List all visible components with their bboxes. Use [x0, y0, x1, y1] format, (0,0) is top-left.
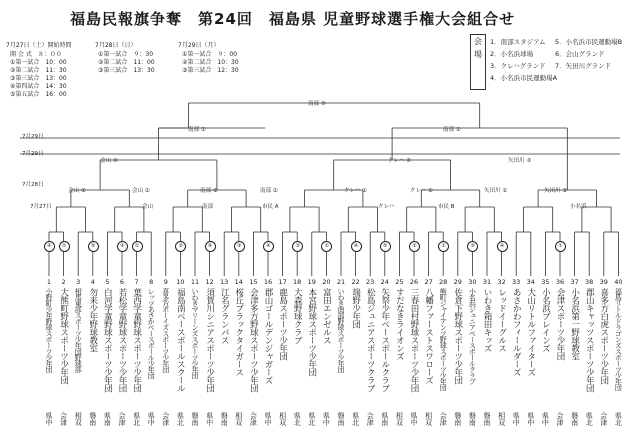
quarterfinal-node: 会山 ③	[100, 158, 118, 164]
team-number: 16	[263, 278, 273, 286]
team-number: 6	[119, 278, 125, 286]
team-number: 30	[468, 278, 477, 286]
team-name: 福島南ベースボールスクール	[175, 288, 186, 392]
match-number-circle: ④	[351, 241, 362, 252]
team-name: あさかわフィールダーズ	[511, 288, 522, 376]
team-number: 34	[526, 278, 535, 286]
team-number: 4	[90, 278, 95, 286]
venue-tag: 小名浜	[570, 204, 587, 210]
team-name: 大森野球クラブ	[292, 288, 303, 344]
team-region: 県北	[614, 412, 623, 426]
schedule-item: 開 会 式 ８：００	[10, 51, 62, 58]
team-region: 磐南	[570, 412, 579, 426]
team-region: 磐南	[337, 412, 345, 426]
venue-item: 3．クレハグランド	[490, 62, 546, 70]
team-region: 県北	[585, 412, 594, 426]
schedule-item: ②第二試合 11：00	[98, 59, 155, 66]
team-name: 佐倉下野球スポーツ少年団	[452, 288, 463, 384]
team-name: 小野町少年野球スポーツ少年団	[45, 288, 53, 372]
team-number: 39	[599, 278, 608, 286]
team-region: 磐南	[468, 412, 477, 426]
venue-item: 6．会山グランド	[555, 50, 605, 58]
round3-node: クレハ ②	[410, 188, 433, 194]
final-node: 南部 ③	[308, 101, 326, 107]
venue-item: 1．南部スタジアム	[490, 38, 546, 46]
team-number: 27	[424, 278, 433, 286]
schedule-item: ⑤第五試合 16：00	[10, 91, 67, 98]
team-name: 郡山キャッツスポーツ少年団	[584, 288, 595, 392]
team-region: 相双	[278, 412, 287, 426]
team-region: 会津	[366, 412, 375, 426]
venue-tag: 南部	[202, 204, 214, 210]
team-number: 31	[482, 278, 492, 286]
team-region: 県中	[45, 412, 53, 426]
team-region: 会津	[599, 412, 608, 426]
team-name: 瑞野少年団	[350, 288, 361, 328]
team-number: 22	[351, 278, 360, 286]
team-name: 江名グランパス	[219, 288, 230, 344]
team-number: 35	[541, 278, 550, 286]
team-region: 磐南	[88, 412, 97, 426]
team-region: 県中	[322, 412, 331, 426]
match-number-circle: ④	[263, 241, 274, 252]
team-number: 36	[555, 278, 565, 286]
match-number-circle: ①	[438, 241, 449, 252]
schedule-date: 7月29日（月）	[178, 42, 220, 49]
semifinal-left-node: 南部 ①	[188, 127, 206, 133]
team-name: 桜丘ブラックタイガース	[233, 288, 244, 376]
match-number-circle: ①	[321, 241, 332, 252]
team-number: 26	[409, 278, 419, 286]
team-name: 小名浜ジュニアベースボールクラブ	[468, 288, 477, 384]
team-number: 1	[46, 278, 52, 286]
team-region: 相双	[74, 412, 83, 426]
team-region: 県中	[205, 412, 214, 426]
team-number: 23	[366, 278, 375, 286]
team-name: 大山リトルファイターズ	[525, 288, 536, 376]
round3-node: 矢田川 ①	[484, 188, 508, 194]
team-number: 12	[205, 278, 214, 286]
team-name: 須賀川シニアスポーツ少年団	[204, 288, 215, 392]
team-region: 会津	[161, 412, 170, 426]
schedule-item: ④第四試合 14：30	[10, 83, 67, 90]
match-number-circle: ①	[59, 241, 70, 252]
team-region: 相双	[395, 412, 404, 426]
team-name: 会津多方野球スポーツ少年団	[248, 288, 259, 392]
team-number: 19	[307, 278, 316, 286]
schedule-item: ①第一試合 10：00	[10, 59, 67, 66]
round3-node: クレハ ①	[344, 188, 367, 194]
team-number: 7	[134, 278, 139, 286]
team-number: 17	[278, 278, 287, 286]
match-number-circle: ①	[555, 241, 566, 252]
team-region: 磐南	[191, 412, 199, 426]
team-region: 磐南	[483, 412, 491, 426]
team-region: 相双	[497, 412, 506, 426]
team-region: 県中	[512, 412, 521, 426]
schedule-item: ③第三試合 13：00	[10, 75, 67, 82]
team-name: いわきマリーンズスポーツ少年団	[191, 288, 199, 378]
team-name: いわき南部野球スポーツ少年団	[337, 288, 345, 372]
team-region: 磐南	[453, 412, 462, 426]
team-name: 松島ジュニアスポーツクラブ	[365, 288, 376, 392]
team-region: 県北	[293, 412, 302, 426]
team-number: 10	[176, 278, 185, 286]
venue-item: 4．小名浜市民運動場A	[490, 74, 558, 82]
round3-node: 会山 ①	[68, 188, 86, 194]
team-region: 県中	[526, 412, 535, 426]
date-label: 7月29日	[22, 134, 44, 140]
team-name: 喜多方白虎スポーツ少年団	[598, 288, 609, 384]
schedule-item: ②第二試合 11：30	[10, 67, 67, 74]
page-title: 福島民報旗争奪 第24回 福島県 児童野球選手権大会組合せ	[70, 10, 516, 28]
round3-node: 南部 ①	[200, 188, 218, 194]
schedule-date: 7月27日（土）開始時間	[6, 42, 72, 49]
team-region: 相双	[234, 412, 243, 426]
team-number: 14	[234, 278, 243, 286]
team-name: 白河学童野球スポーツ少年団	[102, 288, 113, 392]
match-number-circle: ②	[409, 241, 420, 252]
date-label: 7月29日	[22, 151, 44, 157]
team-region: 県中	[541, 412, 550, 426]
schedule-item: ②第二試合 10：30	[182, 59, 239, 66]
venue-item: 7．矢田川グランド	[555, 62, 612, 70]
team-name: 熊町ジャイアンツ野球スポーツ少年団	[439, 288, 448, 390]
venue-tag: 会山	[142, 204, 154, 210]
team-name: レッツあさかベースボール少年団	[147, 288, 156, 378]
team-name: すだなきライオンズ	[394, 288, 405, 360]
team-number: 33	[512, 278, 521, 286]
team-name: 喜多方ボーイズスポーツ少年団	[161, 288, 170, 372]
quarterfinal-node: 矢田川 ③	[508, 158, 532, 164]
team-number: 9	[163, 278, 168, 286]
team-name: 鹿島スポーツ少年団	[277, 288, 288, 360]
team-region: 磐南	[220, 412, 229, 426]
venue-item: 2．小名浜球場	[490, 50, 534, 58]
team-region: 県中	[264, 412, 272, 426]
team-name: 富田エンゼルス	[321, 288, 332, 344]
schedule-item: ③第三試合 13：30	[98, 67, 155, 74]
team-number: 28	[439, 278, 448, 286]
team-region: 県中	[410, 412, 418, 426]
team-name: 郡山ゴールデンジャガーズ	[263, 288, 273, 384]
team-name: 三春田村野球スポーツ少年団	[409, 288, 419, 392]
team-region: 県北	[351, 412, 360, 426]
venue-tag: 市民 B	[438, 204, 455, 210]
bracket-lines	[20, 103, 620, 276]
team-name: 若松学童野球スポーツ少年団	[117, 288, 127, 392]
team-name: 大熊町野球スポーツ少年団	[58, 288, 69, 384]
team-region: 会津	[439, 412, 448, 426]
team-number: 13	[220, 278, 229, 286]
team-region: 相双	[424, 412, 433, 426]
team-name: 葉西学童野球スポーツ少年団	[131, 288, 142, 392]
team-region: 県北	[132, 412, 141, 426]
team-name: 福島リトルドラゴンズスポーツ少年団	[614, 288, 623, 390]
round3-node: 矢田川 ②	[544, 188, 568, 194]
team-number: 24	[380, 278, 389, 286]
team-name: いわき箱田キッズ	[482, 288, 492, 352]
venue-item: 5．小名浜市民運動場B	[555, 38, 623, 46]
match-number-circle: ④	[497, 241, 508, 252]
match-number-circle: ①	[132, 241, 143, 252]
team-name: レッドイーグルス	[496, 288, 507, 352]
match-number-circle: ④	[44, 241, 55, 252]
match-number-circle: ⑤	[88, 241, 99, 252]
team-number: 5	[105, 278, 110, 286]
match-number-circle: ③	[234, 241, 245, 252]
team-name: 相馬東部スポーツ少年団野球部	[74, 288, 83, 372]
team-region: 県南	[380, 412, 389, 426]
team-region: 会津	[59, 412, 68, 426]
team-region: 県北	[307, 412, 316, 426]
schedule-date: 7月28日（日）	[95, 42, 137, 49]
team-number: 2	[61, 278, 66, 286]
match-number-circle: ⑤	[380, 241, 391, 252]
venue-tag: クレハ	[378, 204, 395, 210]
team-region: 県南	[103, 412, 112, 426]
schedule-item: ③第三試合 12：30	[182, 67, 239, 74]
venue-tag: 市民 A	[262, 204, 279, 210]
team-name: 会津スポーツ少年団	[555, 288, 565, 360]
venue-box-label: 会場	[470, 34, 486, 90]
team-number: 11	[190, 278, 200, 286]
team-number: 15	[249, 278, 258, 286]
team-number: 25	[395, 278, 404, 286]
match-number-circle: ④	[205, 241, 216, 252]
match-number-circle: ②	[467, 241, 478, 252]
match-number-circle: ③	[292, 241, 303, 252]
team-name: 本宮野球スポーツ少年団	[306, 288, 317, 376]
team-number: 21	[336, 278, 346, 286]
schedule-item: ①第一試合 ９：00	[182, 51, 238, 58]
team-region: 会津	[556, 412, 564, 426]
team-name: 小名浜第一野球教室	[569, 288, 580, 360]
round3-node: 南部 ②	[260, 188, 278, 194]
team-region: 県北	[176, 412, 185, 426]
team-number: 18	[293, 278, 302, 286]
team-number: 3	[76, 278, 81, 286]
match-number-circle: ④	[117, 241, 128, 252]
team-name: 八幡ファーストスワローズ	[423, 288, 434, 384]
team-region: 県中	[147, 412, 156, 426]
match-number-circle: ②	[175, 241, 186, 252]
quarterfinal-node: クレハ ③	[388, 158, 411, 164]
team-number: 37	[570, 278, 579, 286]
round3-node: 会山 ②	[132, 188, 150, 194]
team-number: 38	[585, 278, 594, 286]
team-number: 8	[149, 278, 154, 286]
team-number: 40	[614, 278, 623, 286]
team-number: 32	[497, 278, 506, 286]
semifinal-right-node: 南部 ②	[443, 127, 461, 133]
team-region: 会津	[118, 412, 126, 426]
team-name: 勿来少年野球教室	[87, 288, 98, 352]
team-region: 会津	[249, 412, 258, 426]
team-number: 29	[453, 278, 462, 286]
date-label: 7月27日	[30, 204, 52, 210]
date-label: 7月28日	[22, 182, 44, 188]
team-name: 矢祭少年ベースボールクラブ	[379, 288, 390, 392]
team-name: 小名浜ブレインズ	[540, 288, 551, 352]
schedule-item: ①第一試合 ９：30	[98, 51, 154, 58]
team-number: 20	[322, 278, 331, 286]
